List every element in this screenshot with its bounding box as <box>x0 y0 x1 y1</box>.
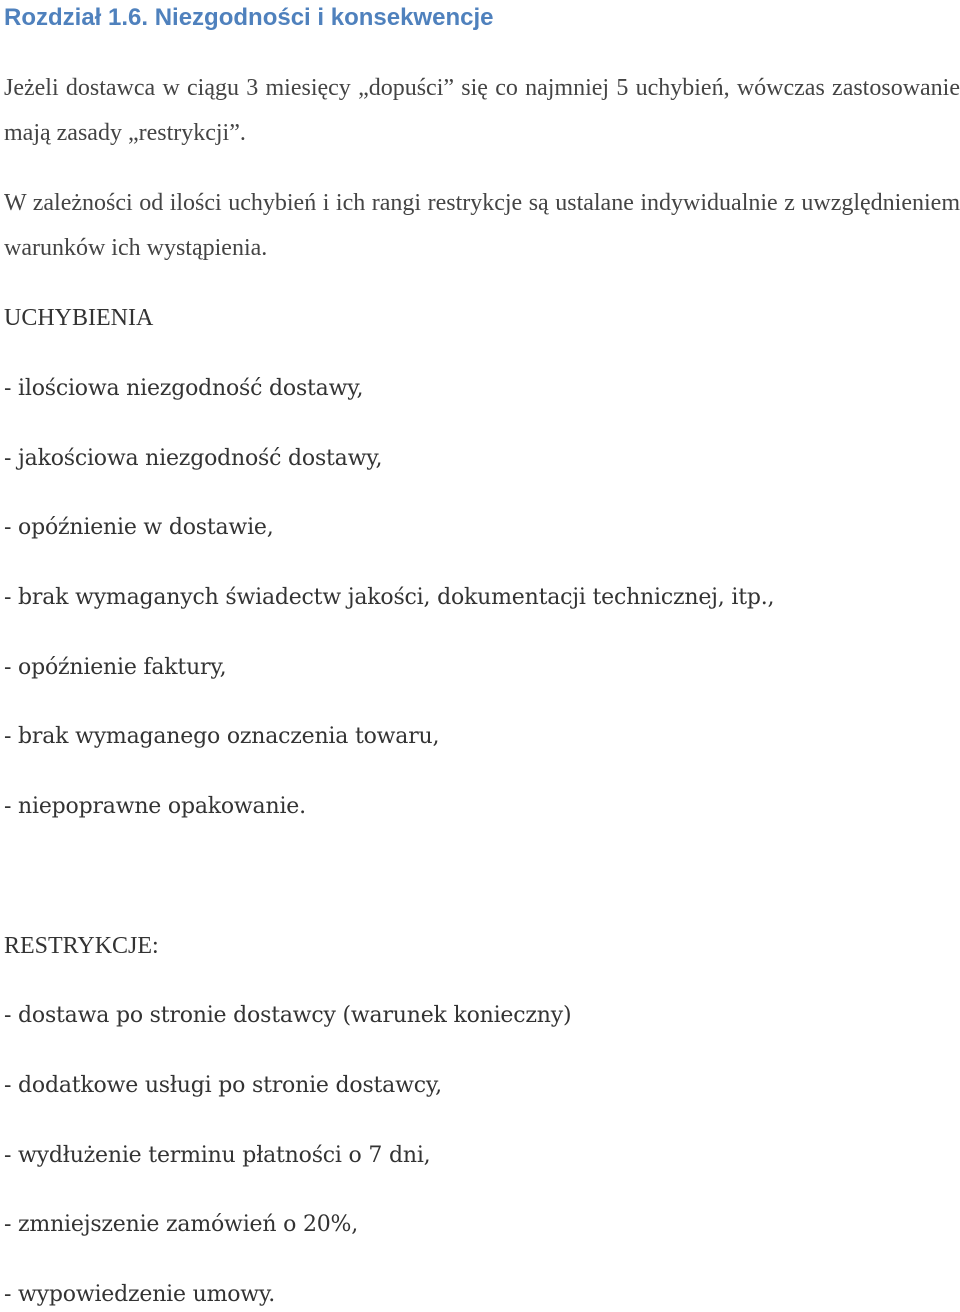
uchybienia-item: - opóźnienie faktury, <box>4 655 227 680</box>
intro-paragraph-1: Jeżeli dostawca w ciągu 3 miesięcy „dopuści” się co najmniej 5 uchybień, wówczas zastosowanie mają zasady „restrykcji”. <box>4 75 960 146</box>
restrykcje-item: - wydłużenie terminu płatności o 7 dni, <box>4 1143 431 1168</box>
intro-paragraph-2: W zależności od ilości uchybień i ich rangi restrykcje są ustalane indywidualnie z uwzględnieniem warunków ich wystąpienia. <box>4 190 960 261</box>
uchybienia-item: - brak wymaganego oznaczenia towaru, <box>4 724 440 749</box>
uchybienia-item: - brak wymaganych świadectw jakości, dokumentacji technicznej, itp., <box>4 585 775 610</box>
uchybienia-item: - niepoprawne opakowanie. <box>4 794 306 819</box>
uchybienia-heading: UCHYBIENIA <box>4 305 154 331</box>
restrykcje-item: - dodatkowe usługi po stronie dostawcy, <box>4 1073 442 1098</box>
restrykcje-item: - zmniejszenie zamówień o 20%, <box>4 1212 359 1237</box>
uchybienia-item: - opóźnienie w dostawie, <box>4 515 274 540</box>
restrykcje-heading: RESTRYKCJE: <box>4 933 159 959</box>
restrykcje-item: - wypowiedzenie umowy. <box>4 1282 276 1307</box>
restrykcje-item: - dostawa po stronie dostawcy (warunek konieczny) <box>4 1003 572 1028</box>
uchybienia-item: - jakościowa niezgodność dostawy, <box>4 446 383 471</box>
uchybienia-item: - ilościowa niezgodność dostawy, <box>4 376 364 401</box>
section-title: Rozdział 1.6. Niezgodności i konsekwencje <box>4 4 494 31</box>
